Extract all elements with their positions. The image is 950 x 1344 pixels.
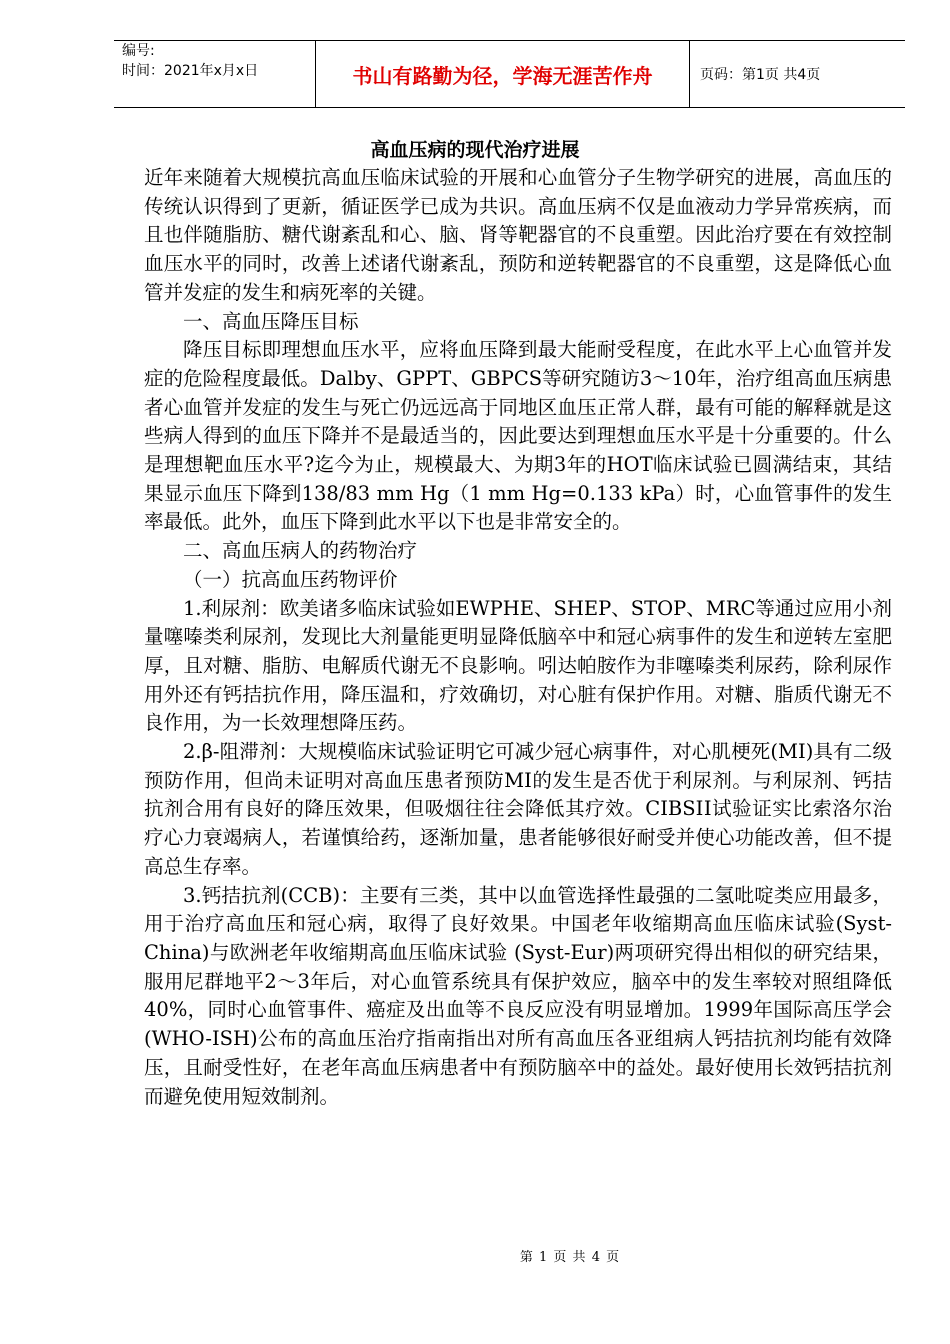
header-page-info: 页码：第1页 共4页 xyxy=(700,67,821,83)
paragraph-beta-blockers: 2.β-阻滞剂：大规模临床试验证明它可减少冠心病事件，对心肌梗死(MI)具有二级预防作用，但尚未证明对高血压患者预防MI的发生是否优于利尿剂。与利尿剂、钙拮抗剂合用有良好的降压效果，但吸烟往往会降低其疗效。CIBSIⅠ试验证实比索洛尔治疗心力衰竭病人，若谨慎给药，逐渐加量，患者能够很好耐受并使心功能改善，但不提高总生存率。 xyxy=(144,740,892,878)
document-number-label: 编号: xyxy=(122,43,155,59)
document-title: 高血压病的现代治疗进展 xyxy=(370,139,580,161)
subsection-heading: （一）抗高血压药物评价 xyxy=(183,567,398,591)
paragraph-target: 降压目标即理想血压水平，应将血压降到最大能耐受程度，在此水平上心血管并发症的危险程度最低。Dalby、GPPT、GBPCS等研究随访3～10年，治疗组高血压病患者心血管并发症的发生与死亡仍远远高于同地区血压正常人群，最有可能的解释就是这些病人得到的血压下降并不是最适当的，因此要达到理想血压水平是十分重要的。什么是理想靶血压水平?迄今为止，规模最大、为期3年的HOT临床试验已圆满结束，其结果显示血压下降到138/83 mm Hg（1 mm Hg=0.133 kPa）时，心血管事件的发生率最低。此外，血压下降到此水平以下也是非常安全的。 xyxy=(144,338,892,534)
document-time-label: 时间：2021年x月x日 xyxy=(122,63,259,79)
footer-page-number: 第 1 页 共 4 页 xyxy=(519,1250,621,1265)
paragraph-ccb: 3.钙拮抗剂(CCB)：主要有三类，其中以血管选择性最强的二氢吡啶类应用最多，用于治疗高血压和冠心病，取得了良好效果。中国老年收缩期高血压临床试验(Syst-China)与欧洲老年收缩期高血压临床试验 (Syst-Eur)两项研究得出相似的研究结果，服用尼群地平2～3年后，对心血管系统具有保护效应，脑卒中的发生率较对照组降低40%，同时心血管事件、癌症及出血等不良反应没有明显增加。1999年国际高压学会(WHO-ISH)公布的高血压治疗指南指出对所有高血压各亚组病人钙拮抗剂均能有效降压，且耐受性好，在老年高血压病患者中有预防脑卒中的益处。最好使用长效钙拮抗剂而避免使用短效制剂。 xyxy=(144,883,892,1108)
section-heading-1: 一、高血压降压目标 xyxy=(183,309,359,333)
document-body xyxy=(144,164,892,1111)
paragraph-intro: 近年来随着大规模抗高血压临床试验的开展和心血管分子生物学研究的进展，高血压的传统认识得到了更新，循证医学已成为共识。高血压病不仅是血液动力学异常疾病，而且也伴随脂肪、糖代谢紊乱和心、脑、肾等靶器官的不良重塑。因此治疗要在有效控制血压水平的同时，改善上述诸代谢紊乱，预防和逆转靶器官的不良重塑，这是降低心血管并发症的发生和病死率的关键。 xyxy=(144,166,892,304)
header-motto: 书山有路勤为径，学海无涯苦作舟 xyxy=(352,63,653,88)
paragraph-diuretics: 1.利尿剂：欧美诸多临床试验如EWPHE、SHEP、STOP、MRC等通过应用小剂量噻嗪类利尿剂，发现比大剂量能更明显降低脑卒中和冠心病事件的发生和逆转左室肥厚，且对糖、脂肪、电解质代谢无不良影响。吲达帕胺作为非噻嗪类利尿药，除利尿作用外还有钙拮抗作用，降压温和，疗效确切，对心脏有保护作用。对糖、脂质代谢无不良作用，为一长效理想降压药。 xyxy=(144,596,892,735)
header-meta xyxy=(122,41,258,81)
page-footer xyxy=(0,1246,950,1265)
header-divider xyxy=(689,41,690,107)
page-header xyxy=(114,40,905,108)
section-heading-2: 二、高血压病人的药物治疗 xyxy=(183,539,418,563)
